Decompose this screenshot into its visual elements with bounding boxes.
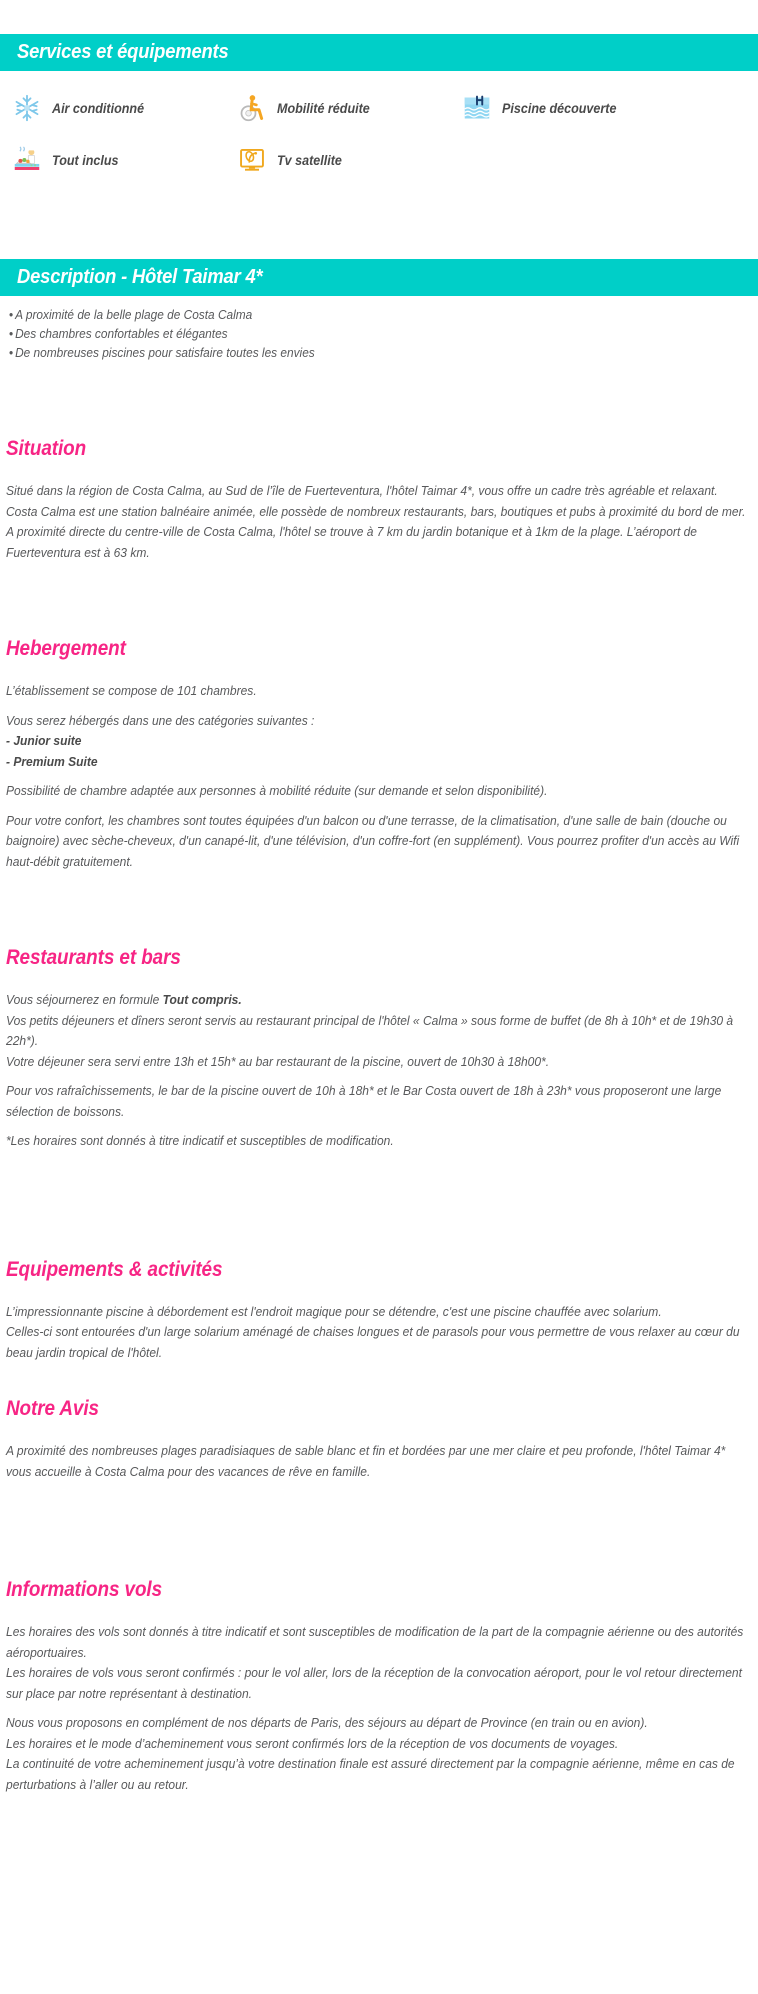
gap <box>6 1704 752 1713</box>
pre-situation-spacer <box>6 363 752 437</box>
formule-prefix: Vous séjournerez en formule <box>6 993 163 1007</box>
restaurants-paragraph-1 <box>6 990 752 1011</box>
pre-hebergement-spacer <box>6 563 752 637</box>
service-label: Air conditionné <box>52 100 145 116</box>
category-label: - Junior suite <box>6 734 82 748</box>
pre-description-spacer <box>0 203 758 259</box>
situation-paragraph: Situé dans la région de Costa Calma, au Sud de l’île de Fuerteventura, l'hôtel Taimar 4*, vous offre un cadre très agréable et relaxant. Costa Calma est une station balnéaire animée, elle possède de nombreux restaurants, bars, boutiques et pubs à proximité du bord de mer. A proximité directe du centre-ville de Costa Calma, l'hôtel se trouve à 7 km du jardin botanique et à 1km de la plage. L’aéroport de Fuerteventura est à 63 km. <box>6 484 746 560</box>
gap <box>6 772 752 781</box>
restaurants-paragraph-4: Pour vos rafraîchissements, le bar de la piscine ouvert de 10h à 18h* et le Bar Costa ouvert de 18h à 23h* vous proposeront une large sélection de boissons. <box>6 1084 722 1119</box>
gap <box>6 702 752 711</box>
equipements-paragraph-2: Celles-ci sont entourées d'un large solarium aménagé de chaises longues et de parasols pour vous permettre de vous relaxer au cœur du beau jardin tropical de l'hôtel. <box>6 1325 740 1360</box>
service-label: Piscine découverte <box>502 100 617 116</box>
gap <box>6 970 752 990</box>
all-inclusive-buffet-icon <box>12 145 42 175</box>
wheelchair-icon <box>237 93 267 123</box>
hebergement-category-junior-suite <box>6 731 752 752</box>
service-label: Mobilité réduite <box>277 100 370 116</box>
hebergement-paragraph-2: Vous serez hébergés dans une des catégories suivantes : <box>6 713 315 728</box>
description-banner <box>0 259 758 296</box>
hebergement-paragraph-3: Possibilité de chambre adaptée aux personnes à mobilité réduite (sur demande et selon disponibilité). <box>6 784 548 798</box>
description-banner-title: Description - Hôtel Taimar 4* <box>17 266 263 288</box>
service-item-mobilite-reduite <box>237 91 462 125</box>
section-title-hebergement: Hebergement <box>6 637 126 660</box>
gap <box>6 1602 752 1622</box>
restaurants-footnote: *Les horaires sont donnés à titre indicatif et susceptibles de modification. <box>6 1134 394 1148</box>
gap <box>6 1122 752 1131</box>
description-content <box>0 306 758 1795</box>
pre-vols-spacer <box>6 1482 752 1578</box>
outdoor-pool-icon <box>462 93 492 123</box>
pre-equipements-spacer <box>6 1152 752 1258</box>
service-label: Tout inclus <box>52 152 119 168</box>
section-title-equipements: Equipements & activités <box>6 1257 223 1281</box>
gap <box>6 661 752 681</box>
service-item-tout-inclus <box>12 143 237 177</box>
services-row-1 <box>12 91 746 125</box>
top-spacer <box>0 0 758 34</box>
snowflake-icon <box>12 93 42 123</box>
service-item-tv-satellite <box>237 143 462 177</box>
vols-paragraph-2: Les horaires de vols vous seront confirmés : pour le vol aller, lors de la réception de la convocation aéroport, pour le vol retour directement sur place par notre représentant à destination. <box>6 1666 742 1701</box>
satellite-tv-icon <box>237 145 267 175</box>
hebergement-paragraph-4: Pour votre confort, les chambres sont toutes équipées d'un balcon ou d'une terrasse, de la climatisation, d'une salle de bain (douche ou baignoire) avec sèche-cheveux, d'un canapé-lit, d'une télévision, d'un coffre-fort (en supplément). Vous pourrez profiter d'un accès au Wifi haut-débit gratuitement. <box>6 813 740 869</box>
gap <box>6 1282 752 1302</box>
vols-paragraph-3: Nous vous proposons en complément de nos départs de Paris, des séjours au départ de Province (en train ou en avion). <box>6 1716 648 1730</box>
vols-paragraph-1: Les horaires des vols sont donnés à titre indicatif et sont susceptibles de modification de la part de la compagnie aérienne ou des autorités aéroportuaires. <box>6 1625 744 1660</box>
hebergement-category-premium-suite <box>6 752 752 773</box>
list-item: • De nombreuses piscines pour satisfaire toutes les envies <box>9 344 715 363</box>
list-item: • A proximité de la belle plage de Costa Calma <box>9 306 715 325</box>
service-item-air-conditionne <box>12 91 237 125</box>
hebergement-paragraph-1: L’établissement se compose de 101 chambres. <box>6 684 257 698</box>
vols-paragraph-5: La continuité de votre acheminement jusqu’à votre destination finale est assuré directement par la compagnie aérienne, même en cas de perturbations à l’aller ou au retour. <box>6 1757 735 1792</box>
pre-avis-spacer <box>6 1363 752 1397</box>
gap <box>6 461 752 481</box>
notre-avis-paragraph: A proximité des nombreuses plages paradisiaques de sable blanc et fin et bordées par une mer claire et peu profonde, l'hôtel Taimar 4* vous accueille à Costa Calma pour des vacances de rêve en famille. <box>6 1444 726 1479</box>
gap <box>6 1421 752 1441</box>
description-bullet-list <box>6 306 752 363</box>
services-banner-title: Services et équipements <box>17 41 229 63</box>
equipements-paragraph-1: L’impressionnante piscine à débordement est l'endroit magique pour se détendre, c'est une piscine chauffée avec solarium. <box>6 1304 662 1319</box>
category-label: - Premium Suite <box>6 754 98 769</box>
service-label: Tv satellite <box>277 152 342 168</box>
services-row-2 <box>12 143 746 177</box>
section-title-informations-vols: Informations vols <box>6 1578 162 1601</box>
service-item-piscine-decouverte <box>462 91 687 125</box>
vols-paragraph-4: Les horaires et le mode d’acheminement vous seront confirmés lors de la réception de vos documents de voyages. <box>6 1736 619 1751</box>
section-title-notre-avis: Notre Avis <box>6 1397 99 1420</box>
section-title-restaurants: Restaurants et bars <box>6 946 181 969</box>
restaurants-paragraph-3: Votre déjeuner sera servi entre 13h et 15h* au bar restaurant de la piscine, ouvert de 10h30 à 18h00*. <box>6 1054 550 1069</box>
restaurants-paragraph-2: Vos petits déjeuners et dîners seront servis au restaurant principal de l'hôtel « Calma » sous forme de buffet (de 8h à 10h* et de 19h30 à 22h*). <box>6 1013 734 1048</box>
section-title-situation: Situation <box>6 437 87 460</box>
services-grid <box>0 71 758 203</box>
gap <box>6 1072 752 1081</box>
formule-value: Tout compris. <box>162 993 242 1007</box>
services-banner <box>0 34 758 71</box>
gap <box>6 802 752 811</box>
pre-restaurants-spacer <box>6 872 752 946</box>
list-item: • Des chambres confortables et élégantes <box>9 325 715 344</box>
